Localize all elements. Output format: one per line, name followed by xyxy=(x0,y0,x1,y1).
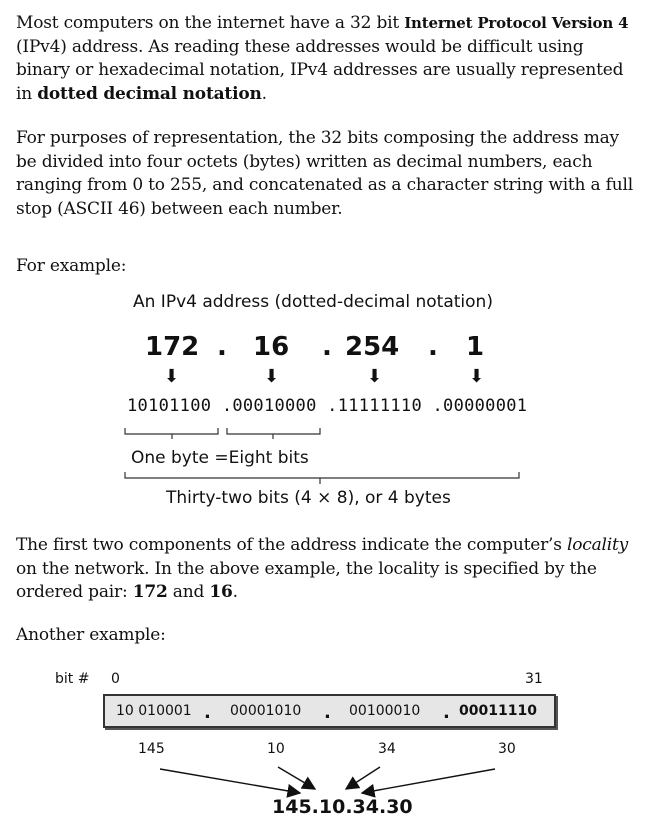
intro-text-1: Most computers on the internet have a 32 bit xyxy=(16,13,405,33)
bracket-lines xyxy=(0,420,651,540)
octet-2: 16 xyxy=(253,332,290,362)
decimal-2: 10 xyxy=(267,741,285,757)
dot-3: . xyxy=(428,332,438,362)
locality-value-1: 172 xyxy=(132,582,168,602)
bit-start: 0 xyxy=(111,671,120,687)
result-address: 145.10.34.30 xyxy=(272,796,413,818)
for-example-label: For example: xyxy=(16,256,127,276)
bit-end: 31 xyxy=(525,671,543,687)
locality-text-4: . xyxy=(232,582,238,602)
intro-text-2: (IPv4) address. As reading these addresses would be difficult using binary or hexadecimal notation, IPv4 addresses are usually represented in xyxy=(16,36,624,104)
another-example-label: Another example: xyxy=(16,625,166,645)
diagram-title: An IPv4 address (dotted-decimal notation) xyxy=(133,292,493,312)
bits-label: Thirty-two bits (4 × 8), or 4 bytes xyxy=(166,488,451,508)
dot-sep-3: . xyxy=(443,702,450,723)
dot-2: . xyxy=(322,332,332,362)
bit-number-label: bit # xyxy=(55,671,90,687)
locality-value-2: 16 xyxy=(209,582,233,602)
octet-bin-4: 00011110 xyxy=(459,703,537,719)
locality-term: locality xyxy=(566,535,629,555)
octet-bin-2: 00001010 xyxy=(230,703,302,719)
locality-paragraph xyxy=(16,534,641,605)
dot-sep-1: . xyxy=(204,702,211,723)
locality-text-1: The first two components of the address indicate the computer’s xyxy=(16,535,567,555)
dot-1: . xyxy=(217,332,227,362)
octet-bin-1: 10 010001 xyxy=(116,703,192,719)
octet-3: 254 xyxy=(345,332,400,362)
dot-sep-2: . xyxy=(324,702,331,723)
down-arrow-icon: ⬇ xyxy=(469,366,485,387)
intro-paragraph xyxy=(16,12,641,106)
locality-text-3: and xyxy=(167,582,210,602)
decimal-4: 30 xyxy=(498,741,516,757)
decimal-3: 34 xyxy=(378,741,396,757)
octet-bin-3: 00100010 xyxy=(349,703,421,719)
byte-label: One byte =Eight bits xyxy=(131,448,309,468)
down-arrow-icon: ⬇ xyxy=(264,366,280,387)
representation-paragraph: For purposes of representation, the 32 bits composing the address may be divided into four octets (bytes) written as decimal numbers, each ranging from 0 to 255, and concatenated as a character string with a full stop (ASCII 46) between each number. xyxy=(16,128,633,219)
binary-address: 10101100 .00010000 .11111110 .00000001 xyxy=(127,396,528,416)
dotted-decimal-term: dotted decimal notation xyxy=(37,83,262,104)
locality-text-2: on the network. In the above example, the locality is specified by the ordered pair: xyxy=(16,558,597,602)
octet-4: 1 xyxy=(466,332,485,362)
protocol-name: Internet Protocol Version 4 xyxy=(404,14,629,32)
intro-text-3: . xyxy=(261,83,267,104)
down-arrow-icon: ⬇ xyxy=(367,366,383,387)
down-arrow-icon: ⬇ xyxy=(164,366,180,387)
octet-1: 172 xyxy=(145,332,200,362)
decimal-1: 145 xyxy=(138,741,165,757)
